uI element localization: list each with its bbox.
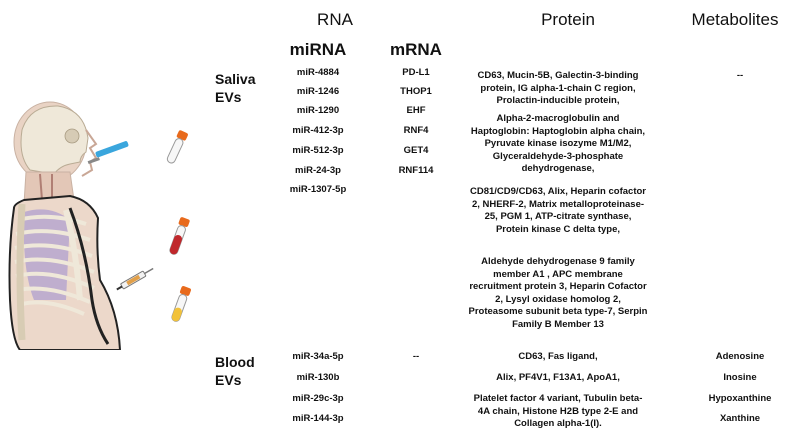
list-item: miR-1290 [296, 105, 340, 116]
protein-block: CD63, Fas ligand, [518, 351, 598, 362]
list-item: miR-24-3p [295, 165, 341, 176]
blood-section-label: Blood EVs [215, 354, 255, 388]
protein-block: Alix, PF4V1, F13A1, ApoA1, [496, 372, 620, 383]
saliva-tube-icon [158, 128, 194, 170]
protein-block: Aldehyde dehydrogenase 9 family member A1 , APC membrane recruitment protein 3, Heparin Cofactor 2, Lysyl oxidase homolog 2, Proteasome subunit beta type-7, Serpin Family B Member 13 [468, 256, 648, 330]
list-item: RNF114 [398, 165, 434, 176]
list-item: miR-512-3p [292, 145, 344, 156]
list-item: GET4 [403, 145, 429, 156]
metabolites-header: Metabolites [691, 10, 779, 29]
protein-block: CD81/CD9/CD63, Alix, Heparin cofactor 2, NHERF-2, Matrix metalloproteinase-25, PGM 1, ATP-citrate synthase, Protein kinase C delta type, [470, 186, 646, 235]
list-item: miR-34a-5p [292, 351, 344, 362]
metabolite-item: -- [736, 70, 744, 81]
list-item: EHF [406, 105, 426, 116]
protein-block: Alpha-2-macroglobulin and Haptoglobin: Haptoglobin alpha chain, Pyruvate kinase isozyme M1/M2, Glyceraldehyde-3-phosphate dehydrogenase, [470, 113, 646, 174]
list-item: miR-29c-3p [292, 393, 344, 404]
blood-tube-icon [160, 215, 196, 263]
list-item: miR-144-3p [292, 413, 344, 424]
blood-syringe-icon [112, 262, 158, 296]
list-item: PD-L1 [402, 67, 430, 78]
saliva-swab-icon [88, 141, 129, 165]
list-item: miR-130b [296, 372, 340, 383]
sample-tube-icon [162, 284, 198, 328]
list-item: miR-1307-5p [289, 184, 347, 195]
saliva-section-label: Saliva EVs [215, 71, 256, 105]
metabolite-item: Xanthine [719, 413, 761, 424]
list-item: RNF4 [403, 125, 429, 136]
mirna-header: miRNA [289, 40, 347, 59]
list-item: miR-412-3p [292, 125, 344, 136]
list-item: -- [412, 351, 420, 362]
metabolite-item: Adenosine [715, 351, 765, 362]
protein-header: Protein [541, 10, 595, 29]
list-item: THOP1 [400, 86, 432, 97]
protein-block: Platelet factor 4 variant, Tubulin beta-4A chain, Histone H2B type 2-E and Collagen alpha-1(I). [473, 393, 643, 429]
rna-header: RNA [317, 10, 353, 29]
metabolite-item: Inosine [723, 372, 757, 383]
mrna-header: mRNA [390, 40, 442, 59]
list-item: miR-1246 [296, 86, 340, 97]
metabolite-item: Hypoxanthine [708, 393, 772, 404]
protein-block: CD63, Mucin-5B, Galectin-3-binding protein, IG alpha-1-chain C region, Prolactin-inducible protein, [477, 70, 639, 106]
list-item: miR-4884 [296, 67, 340, 78]
